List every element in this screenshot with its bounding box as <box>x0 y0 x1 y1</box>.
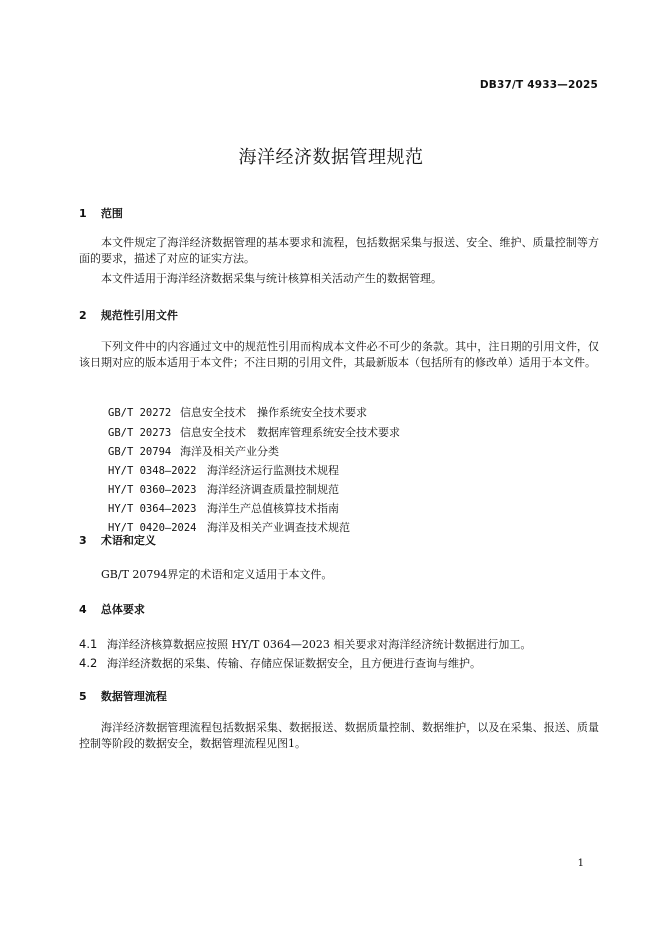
scope-paragraph-2: 本文件适用于海洋经济数据采集与统计核算相关活动产生的数据管理。 <box>101 272 442 285</box>
page-number: 1 <box>577 858 584 869</box>
normative-intro: 下列文件中的内容通过文中的规范性引用而构成本文件必不可少的条款。其中，注日期的引用文件，仅该日期对应的版本适用于本文件；不注日期的引用文件，其最新版本（包括所有的修改单）适用于本文件。 <box>79 340 599 369</box>
reference-title: 海洋及相关产业分类 <box>180 445 279 458</box>
reference-code: HY/T 0348—2022 <box>108 465 197 477</box>
standard-code: DB37/T 4933—2025 <box>479 79 598 91</box>
reference-code: HY/T 0364—2023 <box>108 503 197 515</box>
section-title: 范围 <box>100 207 123 220</box>
reference-code: GB/T 20272 <box>108 407 172 419</box>
section-number: 5 <box>79 690 87 703</box>
section-title: 总体要求 <box>100 603 145 616</box>
section-4-heading <box>79 601 145 617</box>
reference-code: GB/T 20794 <box>108 446 172 458</box>
section-title: 规范性引用文件 <box>100 309 178 322</box>
clause-4-1 <box>79 636 531 653</box>
section-number: 3 <box>79 534 87 547</box>
section-number: 2 <box>79 309 87 322</box>
section-title: 数据管理流程 <box>100 690 167 703</box>
clause-text: 海洋经济数据的采集、传输、存储应保证数据安全，且方便进行查询与维护。 <box>107 657 481 670</box>
scope-paragraph-1: 本文件规定了海洋经济数据管理的基本要求和流程，包括数据采集与报送、安全、维护、质量控制等方面的要求，描述了对应的证实方法。 <box>79 236 599 265</box>
section-title: 术语和定义 <box>100 534 156 547</box>
reference-title: 海洋生产总值核算技术指南 <box>207 502 339 515</box>
reference-code: HY/T 0360—2023 <box>108 484 197 496</box>
reference-code: GB/T 20273 <box>108 427 172 439</box>
reference-title: 信息安全技术 操作系统安全技术要求 <box>180 406 367 419</box>
section-5-heading <box>79 688 167 704</box>
section-number: 4 <box>79 603 87 616</box>
process-paragraph: 海洋经济数据管理流程包括数据采集、数据报送、数据质量控制、数据维护，以及在采集、报送、质量控制等阶段的数据安全，数据管理流程见图1。 <box>79 721 599 750</box>
clause-text: 海洋经济核算数据应按照 HY/T 0364—2023 相关要求对海洋经济统计数据进行加工。 <box>107 638 532 651</box>
reference-code: HY/T 0420—2024 <box>108 522 197 534</box>
clause-number: 4.1 <box>79 637 98 651</box>
section-number: 1 <box>79 207 87 220</box>
reference-title: 海洋经济运行监测技术规程 <box>207 464 339 477</box>
document-title: 海洋经济数据管理规范 <box>238 147 424 168</box>
section-2-heading <box>79 307 178 323</box>
section-1-heading <box>79 205 123 221</box>
reference-title: 海洋经济调查质量控制规范 <box>207 483 339 496</box>
terms-paragraph: GB/T 20794界定的术语和定义适用于本文件。 <box>101 568 333 581</box>
section-3-heading <box>79 532 156 548</box>
clause-4-2 <box>79 655 481 672</box>
reference-title: 信息安全技术 数据库管理系统安全技术要求 <box>180 426 400 439</box>
clause-number: 4.2 <box>79 656 98 670</box>
reference-title: 海洋及相关产业调查技术规范 <box>207 521 350 534</box>
